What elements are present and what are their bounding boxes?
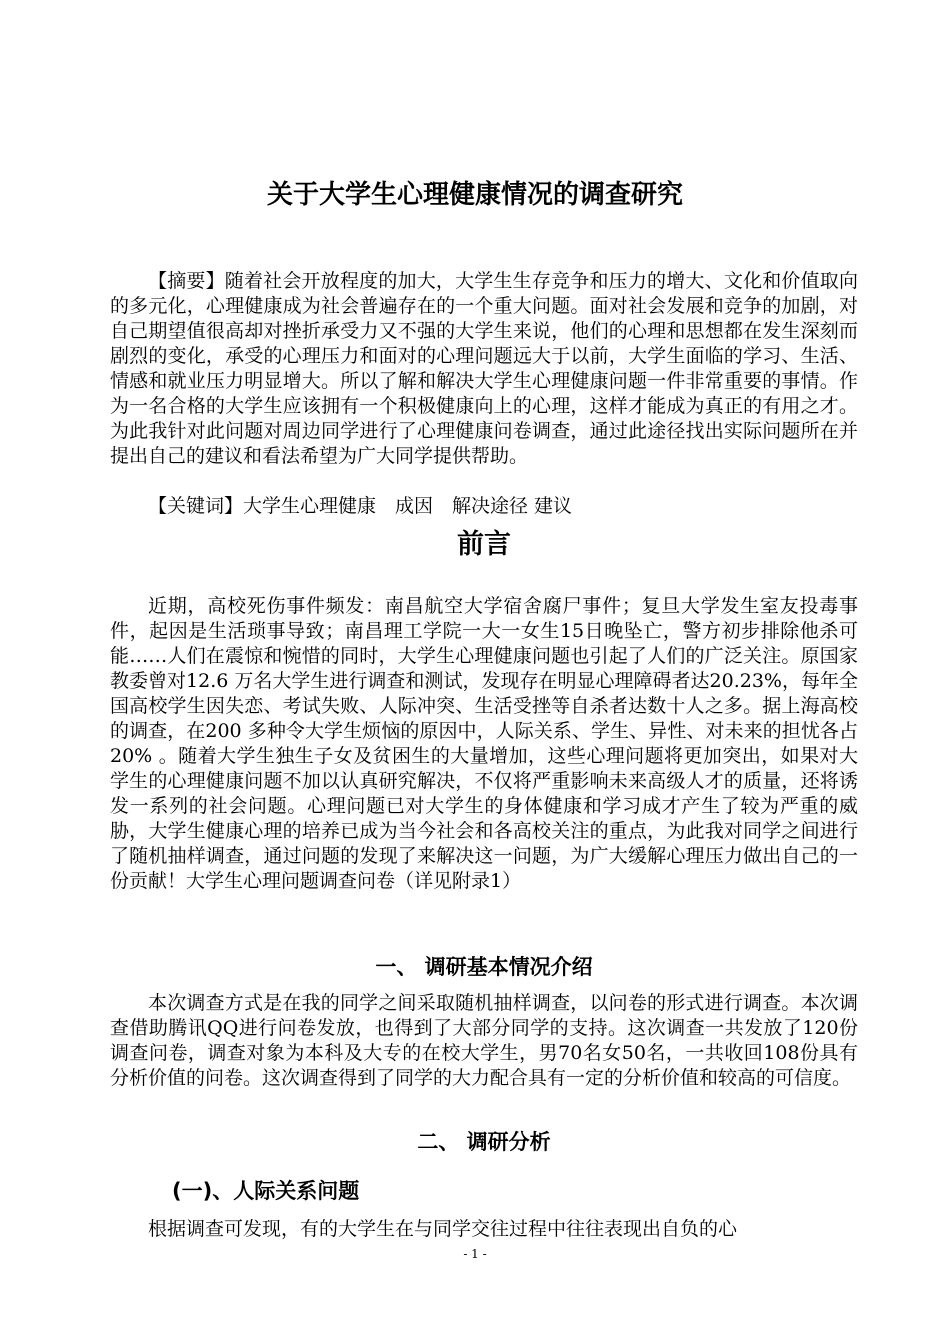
- abstract-label: 【摘要】: [148, 270, 225, 292]
- section1-paragraph: 本次调查方式是在我的同学之间采取随机抽样调查，以问卷的形式进行调查。本次调查借助腾讯QQ进行问卷发放，也得到了大部分同学的支持。这次调查一共发放了120份调查问卷，调查对象为本科及大专的在校大学生，男70名女50名，一共收回108份具有分析价值的问卷。这次调查得到了同学的大力配合具有一定的分析价值和较高的可信度。: [110, 992, 858, 1089]
- abstract-paragraph: [110, 269, 858, 469]
- preface-heading: 前言: [457, 529, 511, 560]
- abstract-text: 随着社会开放程度的加大，大学生生存竞争和压力的增大、文化和价值取向的多元化，心理健康成为社会普遍存在的一个重大问题。面对社会发展和竞争的加剧，对自己期望值很高却对挫折承受力又不强的大学生来说，他们的心理和思想都在发生深刻而剧烈的变化，承受的心理压力和面对的心理问题远大于以前，大学生面临的学习、生活、情感和就业压力明显增大。所以了解和解决大学生心理健康问题一件非常重要的事情。作为一名合格的大学生应该拥有一个积极健康向上的心理，这样才能成为真正的有用之才。为此我针对此问题对周边同学进行了心理健康问卷调查，通过此途径找出实际问题所在并提出自己的建议和看法希望为广大同学提供帮助。: [110, 270, 858, 467]
- subsection1-paragraph: 根据调查可发现，有的大学生在与同学交往过程中往往表现出自负的心: [148, 1218, 738, 1240]
- preface-paragraph: 近期，高校死伤事件频发：南昌航空大学宿舍腐尸事件；复旦大学发生室友投毒事件，起因是生活琐事导致；南昌理工学院一大一女生15日晚坠亡，警方初步排除他杀可能……人们在震惊和惋惜的同时，大学生心理健康问题也引起了人们的广泛关注。原国家教委曾对12.6 万名大学生进行调查和测试，发现存在明显心理障碍者达20.23%，每年全国高校学生因失恋、考试失败、人际冲突、生活受挫等自杀者达数十人之多。据上海高校的调查，在200 多种令大学生烦恼的原因中，人际关系、学生、异性、对未来的担忧各占20% 。随着大学生独生子女及贫困生的大量增加，这些心理问题将更加突出，如果对大学生的心理健康问题不加以认真研究解决，不仅将严重影响未来高级人才的质量，还将诱发一系列的社会问题。心理问题已对大学生的身体健康和学习成才产生了较为严重的威胁，大学生健康心理的培养已成为当今社会和各高校关注的重点，为此我对同学之间进行了随机抽样调查，通过问题的发现了来解决这一问题，为广大缓解心理压力做出自己的一份贡献！大学生心理问题调查问卷（详见附录1）: [110, 595, 858, 892]
- document-title: 关于大学生心理健康情况的调查研究: [266, 180, 683, 210]
- section1-heading: 一、 调研基本情况介绍: [375, 955, 593, 979]
- keywords-text: 大学生心理健康 成因 解决途径 建议: [243, 495, 573, 517]
- subsection1-heading: (一)、人际关系问题: [172, 1179, 360, 1203]
- keywords-paragraph: [110, 494, 858, 519]
- page-number: - 1 -: [463, 1247, 487, 1261]
- keywords-label: 【关键词】: [148, 495, 244, 517]
- section2-heading: 二、 调研分析: [417, 1130, 551, 1154]
